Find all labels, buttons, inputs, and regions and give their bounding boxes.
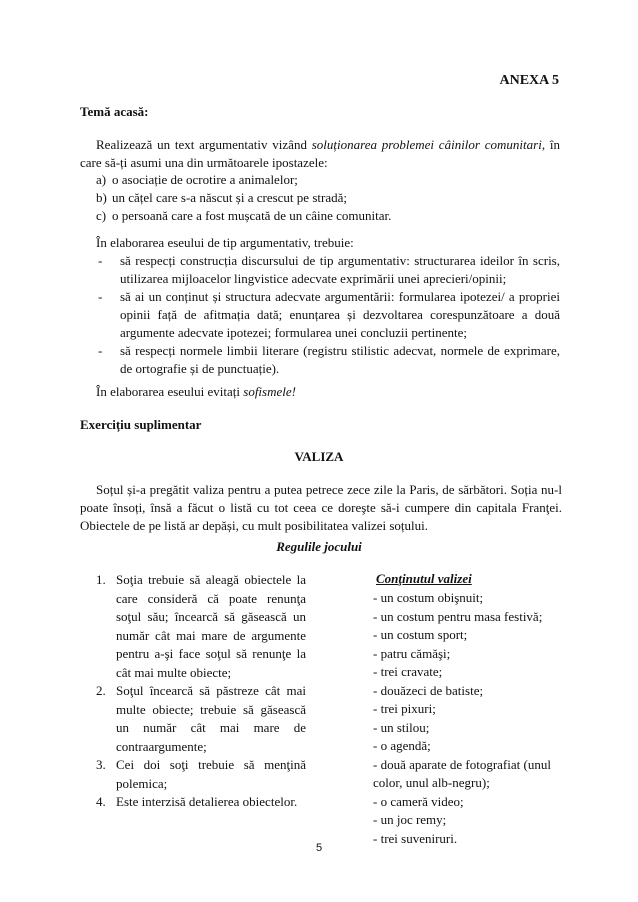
suitcase-item: - douăzeci de batiste; [373,682,484,698]
rules-list [96,571,306,812]
suitcase-item: - un joc remy; [373,812,447,827]
suitcase-item: - trei pixuri; [373,701,436,716]
suitcase-item: - un costum sport; [373,627,468,642]
option-item: c) o persoană care a fost mușcată de un câine comunitar. [96,208,392,223]
homework-options [96,171,556,225]
requirement-item: - să respecți construcția discursului de tip argumentativ: structurarea ideilor în scris, utilizarea mijloacelor lingvistice adecvate exprimării unei aprecieri/opinii; [98,253,560,286]
option-item: a) o asociație de ocrotire a animalelor; [96,172,298,187]
suitcase-item: - o agendă; [373,738,431,753]
suitcase-item: - un stilou; [373,719,430,735]
homework-intro-emphasis: soluționarea problemei câinilor comunitari [311,137,542,152]
homework-intro: Realizează un text argumentativ vizând soluționarea problemei câinilor comunitari, în care să-ți asumi una din următoarele ipostazele: [80,137,560,170]
avoid-emphasis: sofismele! [243,384,296,399]
suitcase-item: - o cameră video; [373,793,464,809]
suitcase-item: - un costum pentru masa festivă; [373,608,543,624]
homework-title: Temă acasă: [80,104,149,119]
suitcase-item: - trei suveniruri. [373,830,458,846]
game-story: Soțul și-a pregătit valiza pentru a putea petrece zece zile la Paris, de sărbători. Soția nu-l poate însoți, însă a făcut o listă cu tot ceea ce doreşte să-i cumpere din capitala Franţei. Obiectele de pe listă ar depăși, cu mult posibilitatea valizei soțului. [80,482,562,533]
rules-title: Regulile jocului [276,539,362,554]
option-item: b) un cățel care s-a născut și a crescut pe stradă; [96,190,347,205]
requirements-list [96,252,560,378]
requirement-item: - să respecți normele limbii literare (registru stilistic adecvat, normele de exprimare, de ortografie și de punctuație). [98,343,560,376]
rule-item: 3. Cei doi soţi trebuie să menţină polemica; [96,757,306,791]
page-number: 5 [315,842,323,854]
suitcase-items [373,589,573,848]
extra-exercise-title: Exercițiu suplimentar [80,417,202,432]
rule-item: 1. Soţia trebuie să aleagă obiectele la care consideră că poate renunţa soţul său; încearcă să găsească un număr cât mai mare de argumente pentru a-şi face soţul să renunţe la cât mai multe obiecte; [96,572,306,680]
avoid-note: În elaborarea eseului evitați sofismele! [96,384,296,399]
suitcase-item: - patru cămăşi; [373,645,451,661]
suitcase-item: - trei cravate; [373,664,443,679]
rule-item: 4. Este interzisă detalierea obiectelor. [96,794,298,809]
requirement-item: - să ai un conținut și structura adecvate argumentării: formularea ipotezei/ a propriei opinii față de afitmația dată; enunțarea și dezvoltarea corespunzătoare a două argumente adecvate ipotezei; formularea unei concluzii pertinente; [98,289,560,340]
game-title: VALIZA [294,449,344,464]
suitcase-item: - două aparate de fotografiat (unul color, unul alb-negru); [373,756,551,790]
annex-label: ANEXA 5 [499,73,559,88]
rule-item: 2. Soţul încearcă să păstreze cât mai multe obiecte; trebuie să găsească un număr cât mai mare de contraargumente; [96,683,306,754]
suitcase-title: Conţinutul valizei [376,571,472,586]
requirements-intro: În elaborarea eseului de tip argumentativ, trebuie: [96,235,354,250]
suitcase-item: - un costum obişnuit; [373,590,484,605]
